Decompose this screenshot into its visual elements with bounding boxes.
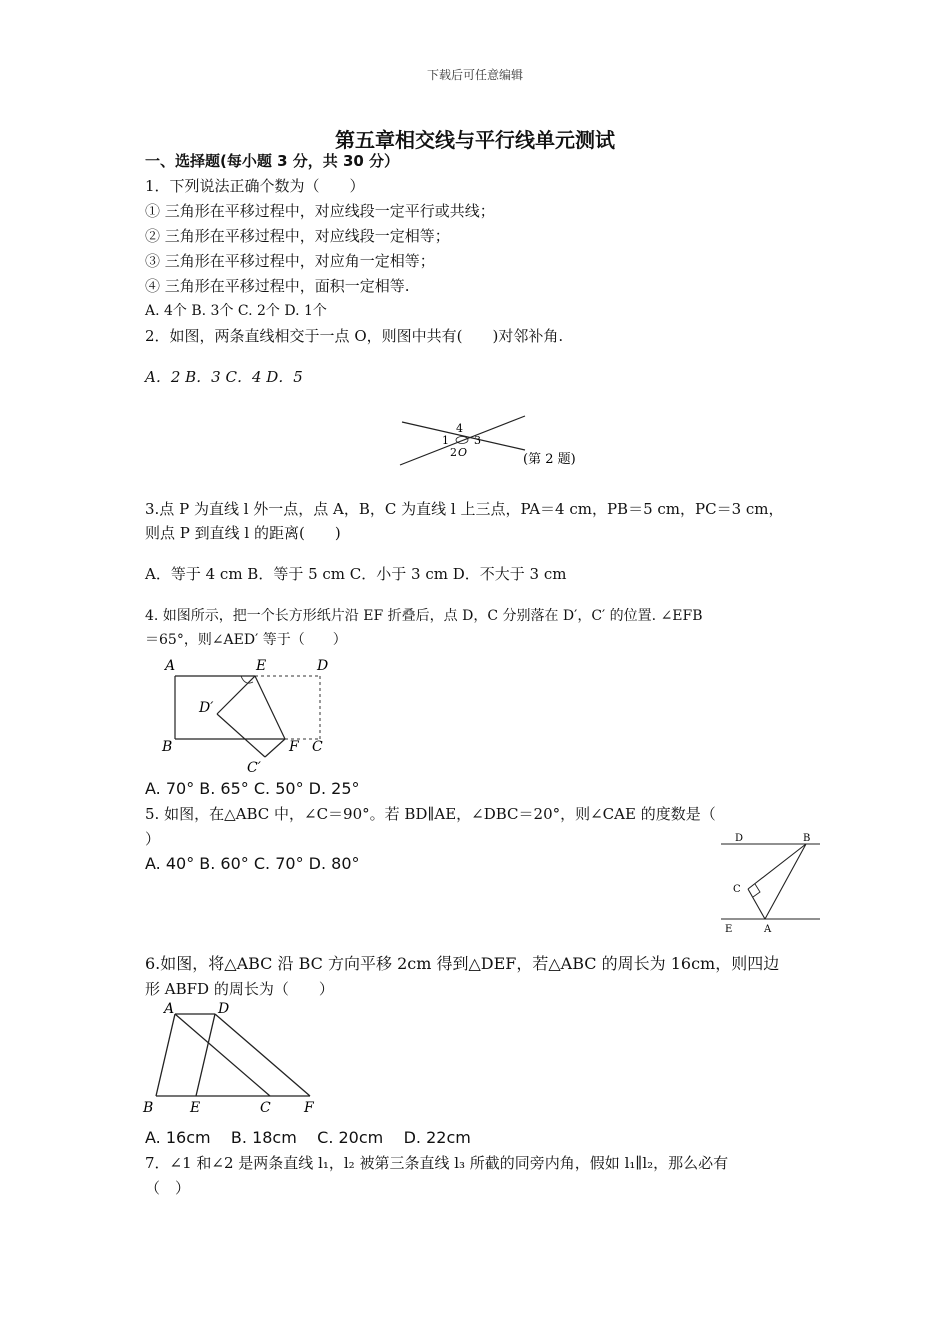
q2-figure [390, 410, 600, 475]
fig-label: F [304, 1100, 314, 1116]
q1-item: ① 三角形在平移过程中，对应线段一定平行或共线； [145, 202, 495, 220]
fig-label: D [218, 1001, 230, 1017]
fig-label: C [260, 1100, 271, 1116]
q7-line: 7．∠1 和∠2 是两条直线 l₁，l₂ 被第三条直线 l₃ 所截的同旁内角，假如 l₁∥l₂，那么必有 [145, 1154, 729, 1172]
fig-label: B [803, 833, 811, 844]
q5-line: 5. 如图，在△ABC 中，∠C＝90°。若 BD∥AE，∠DBC＝20°，则∠CAE 的度数是（ [145, 805, 716, 823]
q6-line: 形 ABFD 的周长为（ ） [145, 980, 334, 998]
fig-label: 3 [474, 434, 481, 447]
q1-stem: 1．下列说法正确个数为（ ） [145, 177, 365, 195]
fig-label: C [733, 884, 741, 895]
q7-line: （ ） [145, 1179, 191, 1197]
q3-options: A．等于 4 cm B．等于 5 cm C．小于 3 cm D．不大于 3 cm [145, 565, 567, 583]
fig-label: D′ [199, 700, 214, 716]
fig-label: O [458, 446, 468, 459]
q6-options: A. 16cm B. 18cm C. 20cm D. 22cm [145, 1128, 471, 1147]
q4-line: ＝65°，则∠AED′ 等于（ ） [145, 632, 347, 648]
q4-line: 4. 如图所示，把一个长方形纸片沿 EF 折叠后，点 D，C 分别落在 D′，C′ 的位置. ∠EFB [145, 608, 703, 624]
fig-label: 1 [442, 434, 449, 447]
page-header: 下载后可任意编辑 [426, 68, 523, 82]
q1-item: ② 三角形在平移过程中，对应线段一定相等； [145, 227, 450, 245]
q2-options: A．2 B．3 C．4 D．5 [145, 368, 303, 386]
fig-label: A [165, 658, 176, 674]
q6-figure [140, 998, 330, 1118]
q4-figure [155, 652, 340, 777]
section-heading: 一、选择题(每小题 3 分，共 30 分） [145, 152, 400, 170]
q3-line: 则点 P 到直线 l 的距离( ) [145, 524, 341, 542]
q2-stem: 2．如图，两条直线相交于一点 O，则图中共有( )对邻补角. [145, 327, 564, 345]
fig-label: 4 [456, 422, 463, 435]
q1-item: ④ 三角形在平移过程中，面积一定相等. [145, 277, 410, 295]
fig-label: E [725, 924, 733, 935]
q3-line: 3.点 P 为直线 l 外一点，点 A，B，C 为直线 l 上三点，PA＝4 cm，PB＝5 cm，PC＝3 cm， [145, 500, 784, 518]
q5-line: ） [145, 830, 161, 848]
fig-label: 2 [450, 446, 457, 459]
q5-figure [715, 828, 825, 936]
fig-label: A [764, 924, 772, 935]
q1-options: A. 4个 B. 3个 C. 2个 D. 1个 [145, 303, 327, 319]
fig-label: E [190, 1100, 201, 1116]
fig-label: C′ [247, 760, 261, 776]
fig-label: C [312, 739, 323, 755]
fig-label: E [256, 658, 267, 674]
fig-caption: (第 2 题) [523, 452, 576, 467]
page-title: 第五章相交线与平行线单元测试 [335, 128, 615, 152]
q1-item: ③ 三角形在平移过程中，对应角一定相等； [145, 252, 435, 270]
fig-label: D [735, 833, 744, 844]
fig-label: B [162, 739, 173, 755]
q5-options: A. 40° B. 60° C. 70° D. 80° [145, 854, 360, 873]
q4-options: A. 70° B. 65° C. 50° D. 25° [145, 779, 360, 798]
q6-line: 6.如图，将△ABC 沿 BC 方向平移 2cm 得到△DEF，若△ABC 的周长为 16cm，则四边 [145, 954, 780, 973]
fig-label: A [164, 1001, 175, 1017]
fig-label: D [317, 658, 329, 674]
fig-label: B [143, 1100, 154, 1116]
fig-label: F [289, 739, 299, 755]
